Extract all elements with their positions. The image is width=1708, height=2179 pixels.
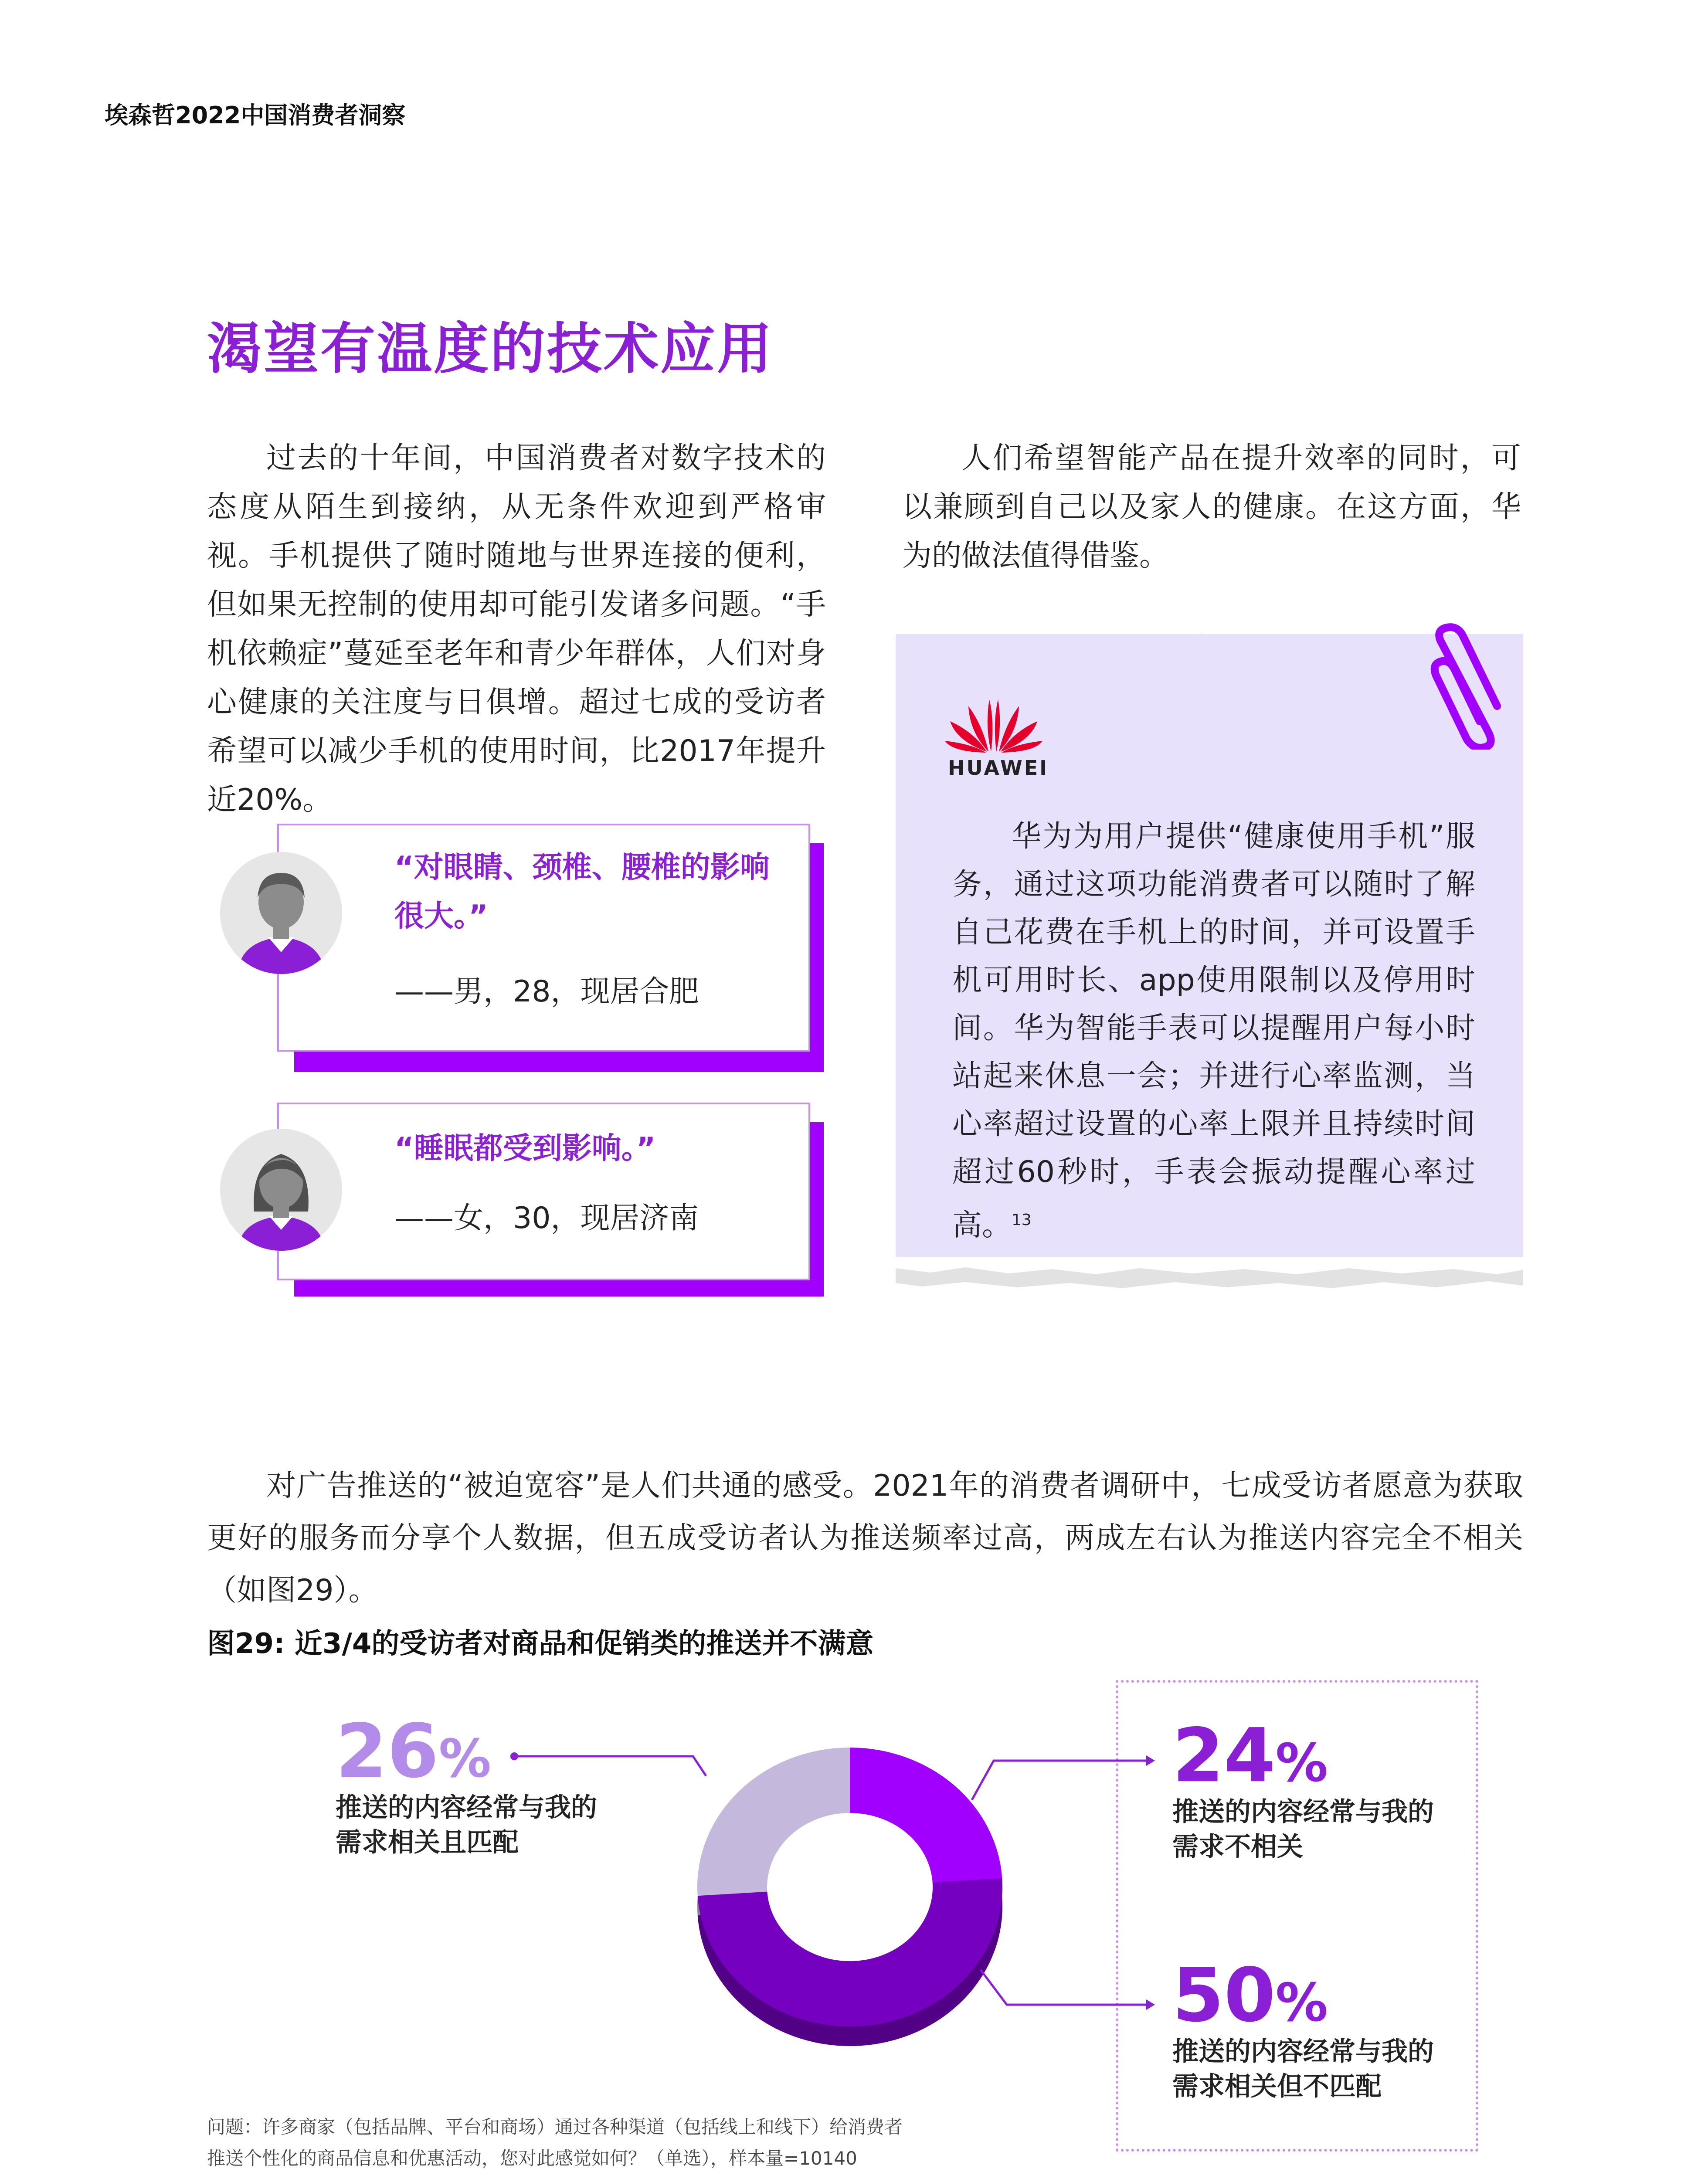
label-24-line1: 推送的内容经常与我的	[1172, 1797, 1434, 1827]
note-torn-bottom	[896, 1264, 1523, 1290]
report-header: 埃森哲2022中国消费者洞察	[105, 102, 406, 129]
female-avatar-icon	[220, 1129, 342, 1251]
source-line-2: 推送个性化的商品信息和优惠活动，您对此感觉如何？（单选），样本量=10140	[207, 2148, 857, 2169]
right-paragraph-text: 人们希望智能产品在提升效率的同时，可以兼顾到自己以及家人的健康。在这方面，华为的做法值得借鉴。	[902, 441, 1521, 573]
section-title: 渴望有温度的技术应用	[207, 317, 774, 381]
quote-attribution-1: ——男，28，现居合肥	[394, 974, 699, 1009]
quote-text-2: “睡眠都受到影响。”	[394, 1131, 656, 1166]
pct-unit-26: %	[438, 1729, 491, 1789]
note-body: 华为为用户提供“健康使用手机”服务，通过这项功能消费者可以随时了解自己花费在手机上的时间，并可设置手机可用时长、app使用限制以及停用时间。华为智能手表可以提醒用户每小时站起来休息一会；并进行心率监测，当心率超过设置的心率上限并且持续时间超过60秒时，手表会振动提醒心率过高。	[952, 819, 1475, 1243]
label-26-line1: 推送的内容经常与我的	[336, 1792, 597, 1823]
pct-value-50: 50	[1172, 1952, 1276, 2039]
quote-attribution-2: ——女，30，现居济南	[394, 1201, 699, 1235]
label-50-line1: 推送的内容经常与我的	[1172, 2036, 1434, 2067]
huawei-note-text	[952, 813, 1475, 1250]
pct-unit-24: %	[1275, 1733, 1328, 1794]
pct-unit-50: %	[1275, 1973, 1328, 2033]
leader-line-50	[981, 1970, 1151, 2005]
quote-text-1: “对眼睛、颈椎、腰椎的影响很大。”	[394, 850, 770, 933]
body-paragraph-2-text: 对广告推送的“被迫宽容”是人们共通的感受。2021年的消费者调研中，七成受访者愿意为获取更好的服务而分享个人数据，但五成受访者认为推送频率过高，两成左右认为推送内容完全不相关（如图29）。	[207, 1469, 1523, 1608]
paperclip-icon	[1423, 623, 1514, 750]
source-line-3	[207, 2174, 903, 2179]
pct-value-26: 26	[336, 1708, 439, 1795]
body-paragraph-2	[207, 1460, 1523, 1617]
male-avatar-icon	[220, 852, 342, 974]
slice-label-26	[336, 1708, 597, 1860]
source-line-1: 问题：许多商家（包括品牌、平台和商场）通过各种渠道（包括线上和线下）给消费者	[207, 2116, 903, 2138]
slice-label-50	[1172, 1952, 1434, 2104]
figure-title: 图29: 近3/4的受访者对商品和促销类的推送并不满意	[207, 1628, 874, 1660]
footnote-marker: 13	[1012, 1211, 1032, 1229]
label-50-line2: 需求相关但不匹配	[1172, 2071, 1382, 2102]
huawei-logo-text: HUAWEI	[948, 756, 1049, 780]
leader-arrow-50	[1146, 1999, 1155, 2010]
right-paragraph	[902, 434, 1521, 580]
huawei-logo-icon	[944, 689, 1044, 754]
pct-value-24: 24	[1172, 1713, 1276, 1799]
left-paragraph-text: 过去的十年间，中国消费者对数字技术的态度从陌生到接纳，从无条件欢迎到严格审视。手机提供了随时随地与世界连接的便利，但如果无控制的使用却可能引发诸多问题。“手机依赖症”蔓延至老年和青少年群体，人们对身心健康的关注度与日俱增。超过七成的受访者希望可以减少手机的使用时间，比2017年提升近20%。	[207, 441, 826, 817]
leader-arrow-24	[1146, 1755, 1155, 1766]
label-26-line2: 需求相关且匹配	[336, 1827, 519, 1858]
leader-line-24	[972, 1761, 1151, 1800]
slice-label-24	[1172, 1713, 1434, 1864]
figure-source	[207, 2111, 903, 2179]
label-24-line2: 需求不相关	[1172, 1832, 1303, 1862]
left-paragraph	[207, 434, 826, 825]
leader-lines	[501, 1734, 1177, 2040]
